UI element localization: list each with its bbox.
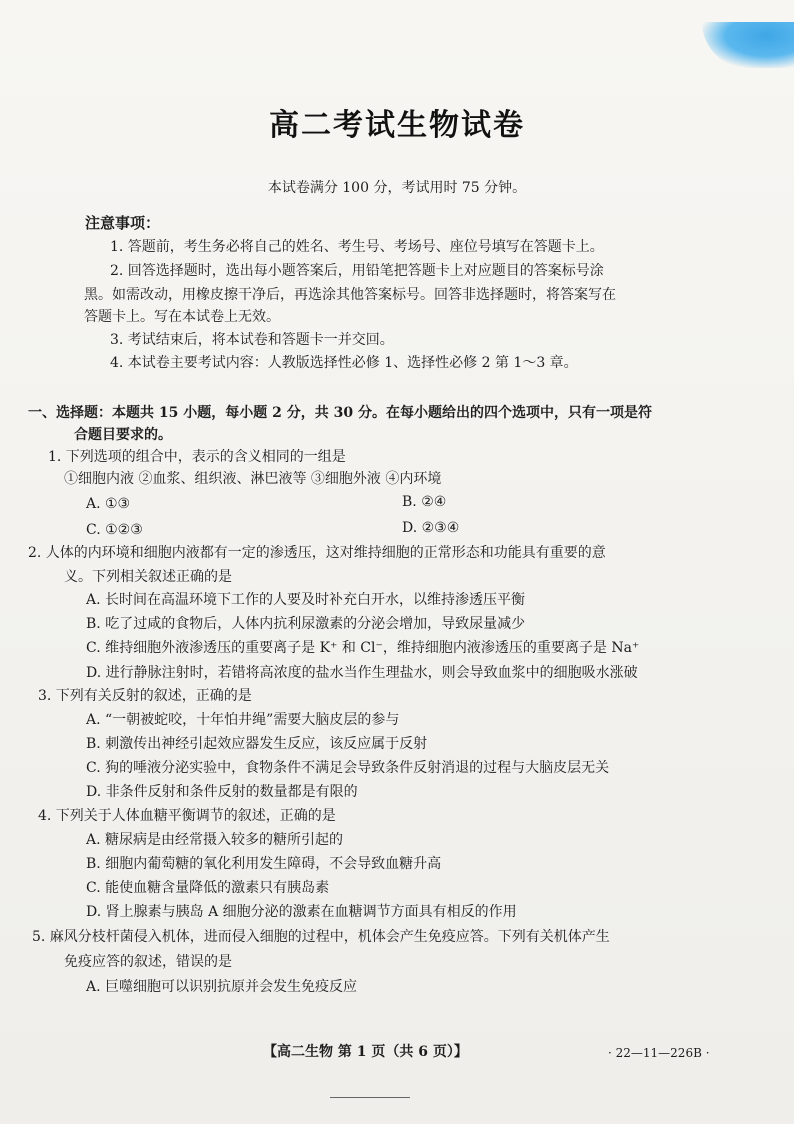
question-items: ①细胞内液 ②血浆、组织液、淋巴液等 ③细胞外液 ④内环境 [64, 471, 442, 487]
option-a: A. 长时间在高温环境下工作的人要及时补充白开水，以维持渗透压平衡 [86, 592, 526, 608]
option-c: C. ①②③ [86, 522, 143, 538]
section-heading-cont: 合题目要求的。 [74, 427, 172, 443]
option-a: A. 巨噬细胞可以识别抗原并会发生免疫反应 [86, 979, 358, 995]
question-stem: 1. 下列选项的组合中，表示的含义相同的一组是 [48, 449, 346, 465]
question-stem: 5. 麻风分枝杆菌侵入机体，进而侵入细胞的过程中，机体会产生免疫应答。下列有关机体产生 [32, 929, 610, 945]
option-c: C. 狗的唾液分泌实验中，食物条件不满足会导致条件反射消退的过程与大脑皮层无关 [86, 760, 610, 776]
option-a: A. “一朝被蛇咬，十年怕井绳”需要大脑皮层的参与 [86, 712, 400, 728]
option-d: D. 进行静脉注射时，若错将高浓度的盐水当作生理盐水，则会导致血浆中的细胞吸水涨破 [86, 665, 638, 681]
notice-line: 黑。如需改动，用橡皮擦干净后，再选涂其他答案标号。回答非选择题时，将答案写在 [84, 287, 616, 303]
option-a: A. ①③ [86, 496, 131, 512]
question-stem-cont: 免疫应答的叙述，错误的是 [64, 954, 232, 970]
notice-line: 2. 回答选择题时，选出每小题答案后，用铅笔把答题卡上对应题目的答案标号涂 [110, 263, 604, 279]
section-heading: 一、选择题：本题共 15 小题，每小题 2 分，共 30 分。在每小题给出的四个选项中，只有一项是符 [28, 405, 652, 421]
option-b: B. 细胞内葡萄糖的氧化利用发生障碍，不会导致血糖升高 [86, 856, 442, 872]
option-b: B. 吃了过咸的食物后，人体内抗利尿激素的分泌会增加，导致尿量减少 [86, 616, 526, 632]
option-c: C. 维持细胞外液渗透压的重要离子是 K⁺ 和 Cl⁻，维持细胞内液渗透压的重要离子是 Na⁺ [86, 640, 640, 656]
bottom-divider [330, 1097, 410, 1098]
option-d: D. 非条件反射和条件反射的数量都是有限的 [86, 784, 358, 800]
question-stem: 2. 人体的内环境和细胞内液都有一定的渗透压，这对维持细胞的正常形态和功能具有重要的意 [28, 545, 606, 561]
option-d: D. ②③④ [402, 520, 460, 536]
option-a: A. 糖尿病是由经常摄入较多的糖所引起的 [86, 832, 344, 848]
page-title: 高二考试生物试卷 [269, 108, 525, 143]
notice-line: 3. 考试结束后，将本试卷和答题卡一并交回。 [110, 332, 394, 348]
notice-line: 4. 本试卷主要考试内容：人教版选择性必修 1、选择性必修 2 第 1～3 章。 [110, 355, 578, 371]
option-c: C. 能使血糖含量降低的激素只有胰岛素 [86, 880, 330, 896]
corner-blue-mark [702, 22, 794, 68]
exam-code: · 22—11—226B · [608, 1046, 710, 1060]
option-b: B. 刺激传出神经引起效应器发生反应，该反应属于反射 [86, 736, 428, 752]
question-stem-cont: 义。下列相关叙述正确的是 [64, 569, 232, 585]
question-stem: 4. 下列关于人体血糖平衡调节的叙述，正确的是 [38, 808, 336, 824]
option-d: D. 肾上腺素与胰岛 A 细胞分泌的激素在血糖调节方面具有相反的作用 [86, 904, 517, 920]
exam-info: 本试卷满分 100 分，考试用时 75 分钟。 [267, 180, 527, 196]
notice-heading: 注意事项： [85, 214, 161, 232]
question-stem: 3. 下列有关反射的叙述，正确的是 [38, 688, 252, 704]
option-b: B. ②④ [402, 494, 447, 510]
page-footer: 【高二生物 第 1 页（共 6 页）】 [263, 1044, 468, 1060]
notice-line: 答题卡上。写在本试卷上无效。 [84, 309, 280, 325]
notice-line: 1. 答题前，考生务必将自己的姓名、考生号、考场号、座位号填写在答题卡上。 [110, 239, 604, 255]
